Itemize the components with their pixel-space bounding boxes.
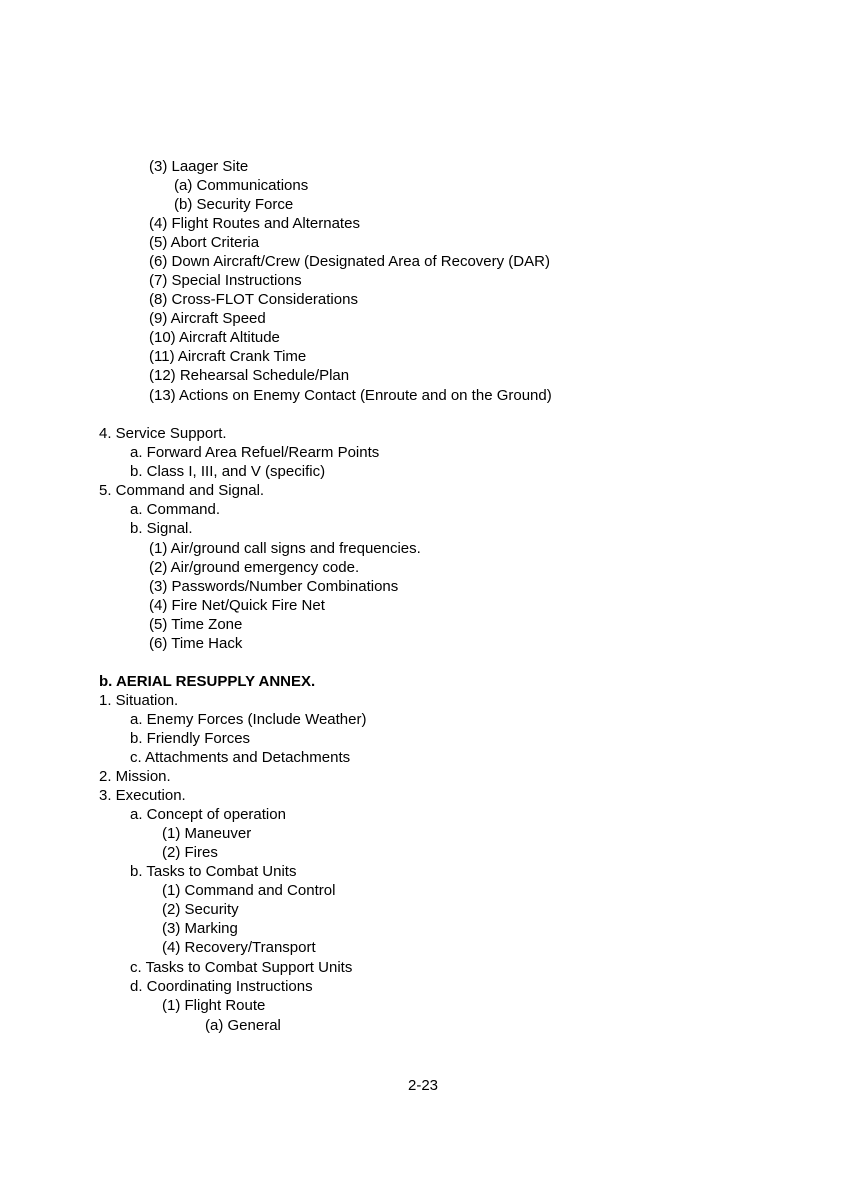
outline-item: (13) Actions on Enemy Contact (Enroute and on the Ground) <box>149 387 552 404</box>
outline-item: (6) Down Aircraft/Crew (Designated Area of Recovery (DAR) <box>149 253 550 270</box>
outline-item: a. Enemy Forces (Include Weather) <box>130 711 367 728</box>
page-number: 2-23 <box>407 1077 439 1094</box>
outline-item: c. Attachments and Detachments <box>130 749 351 766</box>
section-heading: 5. Command and Signal. <box>99 482 265 499</box>
outline-item: (b) Security Force <box>174 196 294 213</box>
outline-item: (1) Flight Route <box>162 997 266 1014</box>
outline-item: (6) Time Hack <box>149 635 243 652</box>
outline-item: (3) Marking <box>162 920 238 937</box>
outline-item: (8) Cross-FLOT Considerations <box>149 291 358 308</box>
outline-item: (a) General <box>205 1017 281 1034</box>
outline-item: a. Command. <box>130 501 221 518</box>
outline-item: a. Concept of operation <box>130 806 286 823</box>
outline-item: (9) Aircraft Speed <box>149 310 266 327</box>
outline-item: (1) Maneuver <box>162 825 252 842</box>
outline-item: b. Tasks to Combat Units <box>130 863 297 880</box>
outline-item: (3) Laager Site <box>149 158 249 175</box>
section-heading: 4. Service Support. <box>99 425 227 442</box>
outline-item: b. Class I, III, and V (specific) <box>130 463 326 480</box>
outline-item: (2) Fires <box>162 844 218 861</box>
outline-item: (1) Air/ground call signs and frequencies. <box>149 540 421 557</box>
outline-item: (5) Abort Criteria <box>149 234 260 251</box>
outline-item: (10) Aircraft Altitude <box>149 329 280 346</box>
outline-item: c. Tasks to Combat Support Units <box>130 959 353 976</box>
outline-item: d. Coordinating Instructions <box>130 978 313 995</box>
outline-item: (4) Flight Routes and Alternates <box>149 215 360 232</box>
outline-item: (4) Recovery/Transport <box>162 939 316 956</box>
annex-heading: b. AERIAL RESUPPLY ANNEX. <box>99 673 316 690</box>
outline-item: b. Signal. <box>130 520 193 537</box>
outline-item: (4) Fire Net/Quick Fire Net <box>149 597 325 614</box>
outline-item: (3) Passwords/Number Combinations <box>149 578 399 595</box>
section-heading: 1. Situation. <box>99 692 179 709</box>
section-heading: 3. Execution. <box>99 787 186 804</box>
outline-item: (7) Special Instructions <box>149 272 302 289</box>
outline-item: (11) Aircraft Crank Time <box>149 348 307 365</box>
outline-item: (2) Air/ground emergency code. <box>149 559 360 576</box>
outline-item: (5) Time Zone <box>149 616 243 633</box>
outline-item: (12) Rehearsal Schedule/Plan <box>149 367 350 384</box>
outline-item: b. Friendly Forces <box>130 730 251 747</box>
section-heading: 2. Mission. <box>99 768 171 785</box>
outline-item: a. Forward Area Refuel/Rearm Points <box>130 444 380 461</box>
outline-item: (1) Command and Control <box>162 882 336 899</box>
outline-item: (a) Communications <box>174 177 309 194</box>
outline-item: (2) Security <box>162 901 239 918</box>
